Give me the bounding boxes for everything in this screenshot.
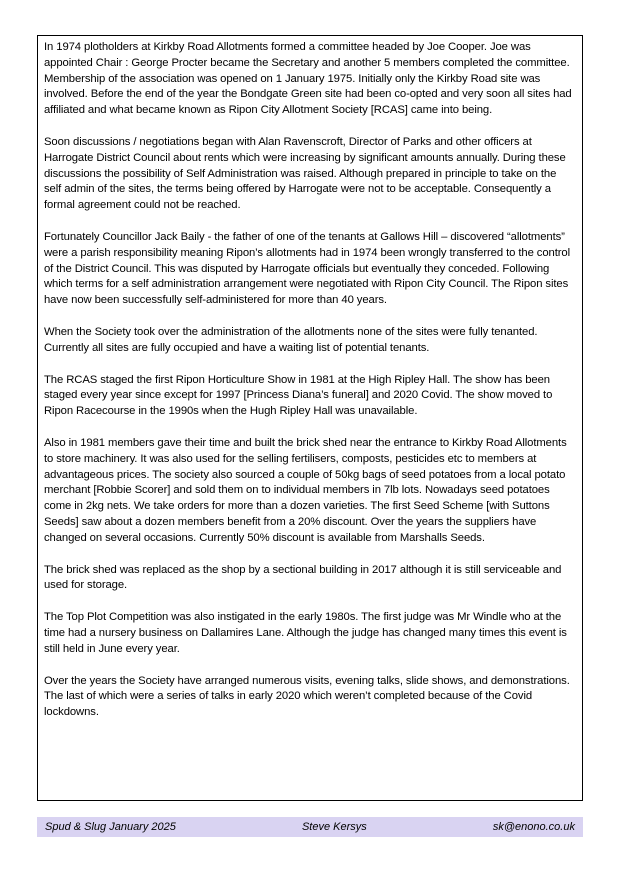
footer-author: Steve Kersys bbox=[301, 821, 367, 833]
paragraph-tenancy: When the Society took over the administration of the allotments none of the sites were fully tenanted. Currently all sites are fully occupied and have a waiting list of potential tenants. bbox=[44, 325, 538, 354]
paragraph-top-plot: The Top Plot Competition was also instigated in the early 1980s. The first judge was Mr Windle who at the time had a nursery business on Dallamires Lane. Although the judge has changed many times this event is still held in June every year. bbox=[44, 611, 567, 655]
paragraph-sectional-building: The brick shed was replaced as the shop by a sectional building in 2017 although it is still serviceable and used for storage. bbox=[44, 563, 562, 592]
paragraph-negotiations: Soon discussions / negotiations began with Alan Ravenscroft, Director of Parks and other officers at Harrogate District Council about rents which were increasing by significant amounts annually. During these discussions the possibility of Self Administration was raised. Although prepared in principle to take on the self admin of the sites, the terms being offered by Harrogate were not to be acceptable. Consequently a formal agreement could not be reached. bbox=[44, 135, 566, 212]
paragraph-self-administration: Fortunately Councillor Jack Baily - the father of one of the tenants at Gallows Hill – discovered “allotments” were a parish responsibility meaning Ripon’s allotments had in 1974 been wrongly transferred to the control of the District Council. This was disputed by Harrogate officials but eventually they conceded. Following which terms for a self administration arrangement were negotiated with Ripon City Council. The Ripon sites have now been successfully self-administered for more than 40 years. bbox=[44, 230, 570, 307]
article-box bbox=[37, 35, 583, 801]
paragraph-horticulture-show: The RCAS staged the first Ripon Horticulture Show in 1981 at the High Ripley Hall. The show has been staged every year since except for 1997 [Princess Diana’s funeral] and 2020 Covid. The show moved to Ripon Racecourse in the 1990s when the Hugh Ripley Hall was unavailable. bbox=[44, 373, 553, 418]
footer-publication: Spud & Slug January 2025 bbox=[45, 821, 176, 833]
page-footer bbox=[37, 817, 583, 837]
paragraph-brick-shed: Also in 1981 members gave their time and built the brick shed near the entrance to Kirkby Road Allotments to store machinery. It was also used for the selling fertilisers, composts, pesticides etc to members at advantageous prices. The society also sourced a couple of 50kg bags of seed potatoes from a local potato merchant [Robbie Scorer] and sold them on to individual members in 7lb lots. Nowadays seed potatoes come in 2kg nets. We take orders for more than a dozen varieties. The first Seed Scheme [with Suttons Seeds] saw about a dozen members benefit from a 20% discount. Over the years the suppliers have changed on several occasions. Currently 50% discount is available from Marshalls Seeds. bbox=[44, 436, 567, 544]
paragraph-talks: Over the years the Society have arranged numerous visits, evening talks, slide shows, and demonstrations. The last of which were a series of talks in early 2020 which weren’t completed because of the Covid lockdowns. bbox=[44, 674, 570, 719]
paragraph-committee-formation: In 1974 plotholders at Kirkby Road Allotments formed a committee headed by Joe Cooper. Joe was appointed Chair : George Procter became the Secretary and another 5 members completed the committee. Membership of the association was opened on 1 January 1975. Initially only the Kirkby Road site was involved. Before the end of the year the Bondgate Green site had been co-opted and very soon all sites had affiliated and what became known as Ripon City Allotment Society [RCAS] came into being. bbox=[44, 41, 572, 117]
footer-email: sk@enono.co.uk bbox=[492, 821, 575, 833]
